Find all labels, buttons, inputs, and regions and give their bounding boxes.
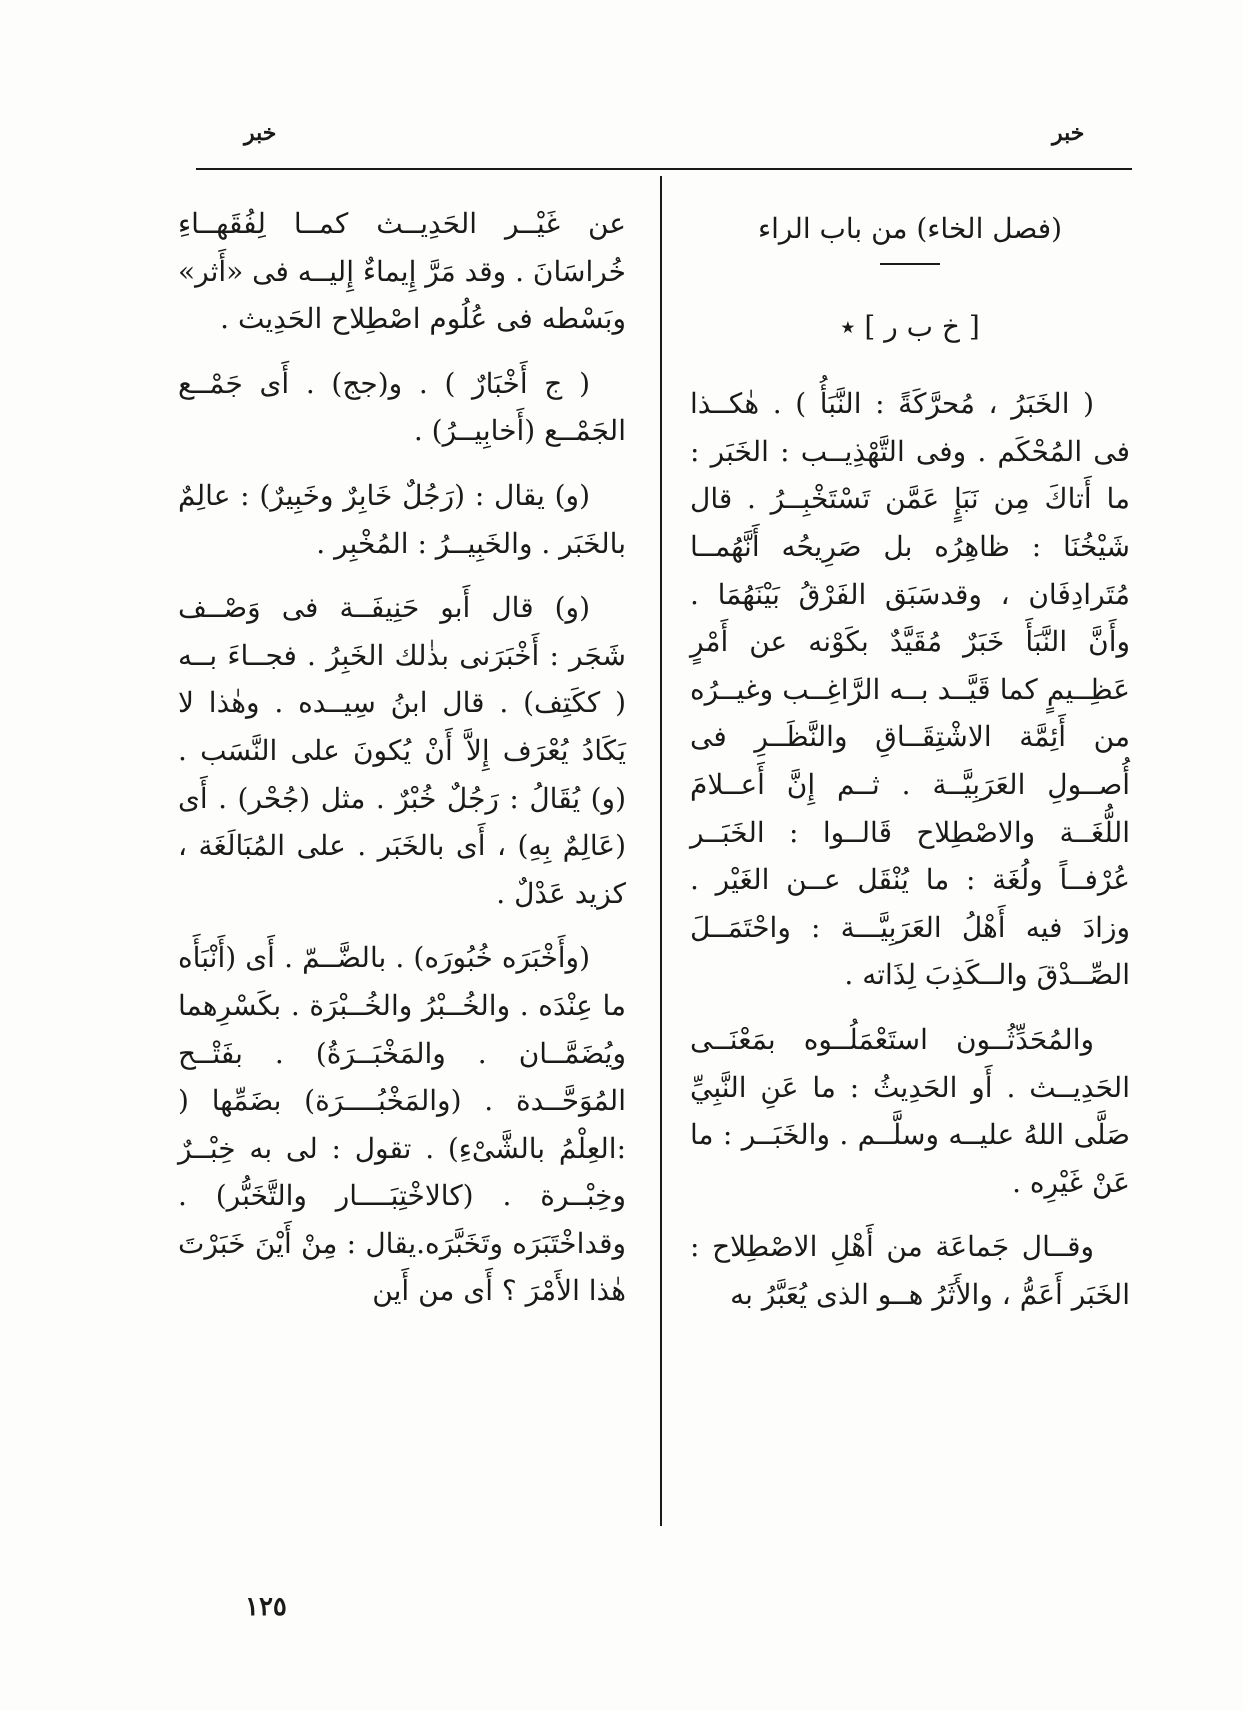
entry-paragraph: (وأَخْبَرَه خُبُورَه) . بالضَّــمّ . أَى (أَنْبَأَه ما عِنْدَه . والخُــبْرُ والخُــبْرَة . بكَسْرِهما ويُضَمَّــان . والمَخْبَــرَةُ) . بفَتْــح المُوَحَّــدة . (والمَخْبُــــرَة) بضَمِّها ( :العِلْمُ بالشَّىْءِ) . تقول : لى به خِبْــرٌ وخِبْــرة . (كالاخْتِبَــــار والتَّخَبُّر) . وقداخْتَبَرَه وتَخَبَّرَه.يقال : مِنْ أَيْنَ خَبَرْتَ هٰذا الأَمْرَ ؟ أَى من أَين xyxy=(178,941,626,1308)
entry-paragraph: والمُحَدِّثُــون استَعْمَلُــوه بمَعْنَــى الحَدِيــث . أَو الحَدِيثُ : ما عَنِ النَّبِيِّ صَلَّى اللهُ عليــه وسلَّــم . والخَبَــر : ما عَنْ غَيْرِه . xyxy=(690,1022,1130,1199)
root-heading: [ خ ب ر ] ٭ xyxy=(840,309,980,343)
section-heading: (فصل الخاء) من باب الراء xyxy=(757,212,1063,245)
entry-paragraph: عن غَيْــر الحَدِيــث كمــا لِفُقَهــاءِ خُراسَانَ . وقد مَرَّ إِيماءٌ إِليــه فى «أَثر» وبَسْطه فى عُلُوم اصْطِلاح الحَدِيث . xyxy=(178,207,626,336)
entry-paragraph: ( الخَبَرُ ، مُحرَّكَةً : النَّبَأُ ) . هٰكــذا فى المُحْكَم . وفى التَّهْذِيــب : الخَبَر : ما أَتاكَ مِن نَبَإٍ عَمَّن تَسْتَخْبِــرُ . قال شَيْخُنَا : ظاهِرُه بل صَرِيحُه أَنَّهُمــا مُتَرادِفَان ، وقدسَبَق الفَرْقُ بَيْنَهُمَا . وأَنَّ النَّبَأَ خَبَرٌ مُقَيَّدٌ بكَوْنه عن أَمْرٍ عَظِــيمٍ كما قَيَّــد بــه الرَّاغِــب وغيــرُه من أَئِمَّة الاشْتِقَــاقِ والنَّظَــرِ فى أُصــولِ العَرَبِيَّــة . ثــم إِنَّ أَعــلامَ اللُّغَــة والاصْطِلاح قَالــوا : الخَبَــر عُرْفــاً ولُغَة : ما يُنْقَل عــن الغَيْر . وزادَ فيه أَهْلُ العَرَبِيَّـــة : واحْتَمَــلَ الصِّــدْقَ والــكَذِبَ لِذَاته . xyxy=(690,387,1130,992)
entry-paragraph: ( ج أَخْبَارٌ ) . و(جج) . أَى جَمْــع الجَمْــع (أَخابِيــرُ) . xyxy=(178,366,626,448)
running-head-left: خبر xyxy=(244,120,277,146)
left-column xyxy=(178,200,626,1332)
running-head-right: خبر xyxy=(1052,120,1085,146)
column-divider xyxy=(660,176,662,1526)
entry-paragraph: (و) يقال : (رَجُلٌ خَابِرٌ وخَبِيرٌ) : عالِمٌ بالخَبَر . والخَبِيــرُ : المُخْبِر . xyxy=(178,478,626,560)
heading-rule xyxy=(880,263,940,265)
right-column xyxy=(690,205,1130,1335)
header-rule xyxy=(196,168,1132,170)
entry-paragraph: وقــال جَماعَة من أَهْلِ الاصْطِلاح : الخَبَر أَعَمُّ ، والأَثَرُ هــو الذى يُعَبَّرُ به xyxy=(690,1230,1130,1311)
entry-paragraph: (و) قال أَبو حَنِيفَــة فى وَصْــف شَجَر : أَخْبَرَنى بذٰلك الخَبِرُ . فجــاءَ بــه ( ككَتِف) . قال ابنُ سِيــده . وهٰذا لا يَكَادُ يُعْرَف إِلاَّ أَنْ يُكونَ على النَّسَب . (و) يُقَالُ : رَجُلٌ خُبْرٌ . مثل (جُحْر) . أَى (عَالِمٌ بِهِ) ، أَى بالخَبَر . على المُبَالَغَة ، كزيد عَدْلٌ . xyxy=(178,591,626,910)
page-number: ١٢٥ xyxy=(245,1592,287,1622)
